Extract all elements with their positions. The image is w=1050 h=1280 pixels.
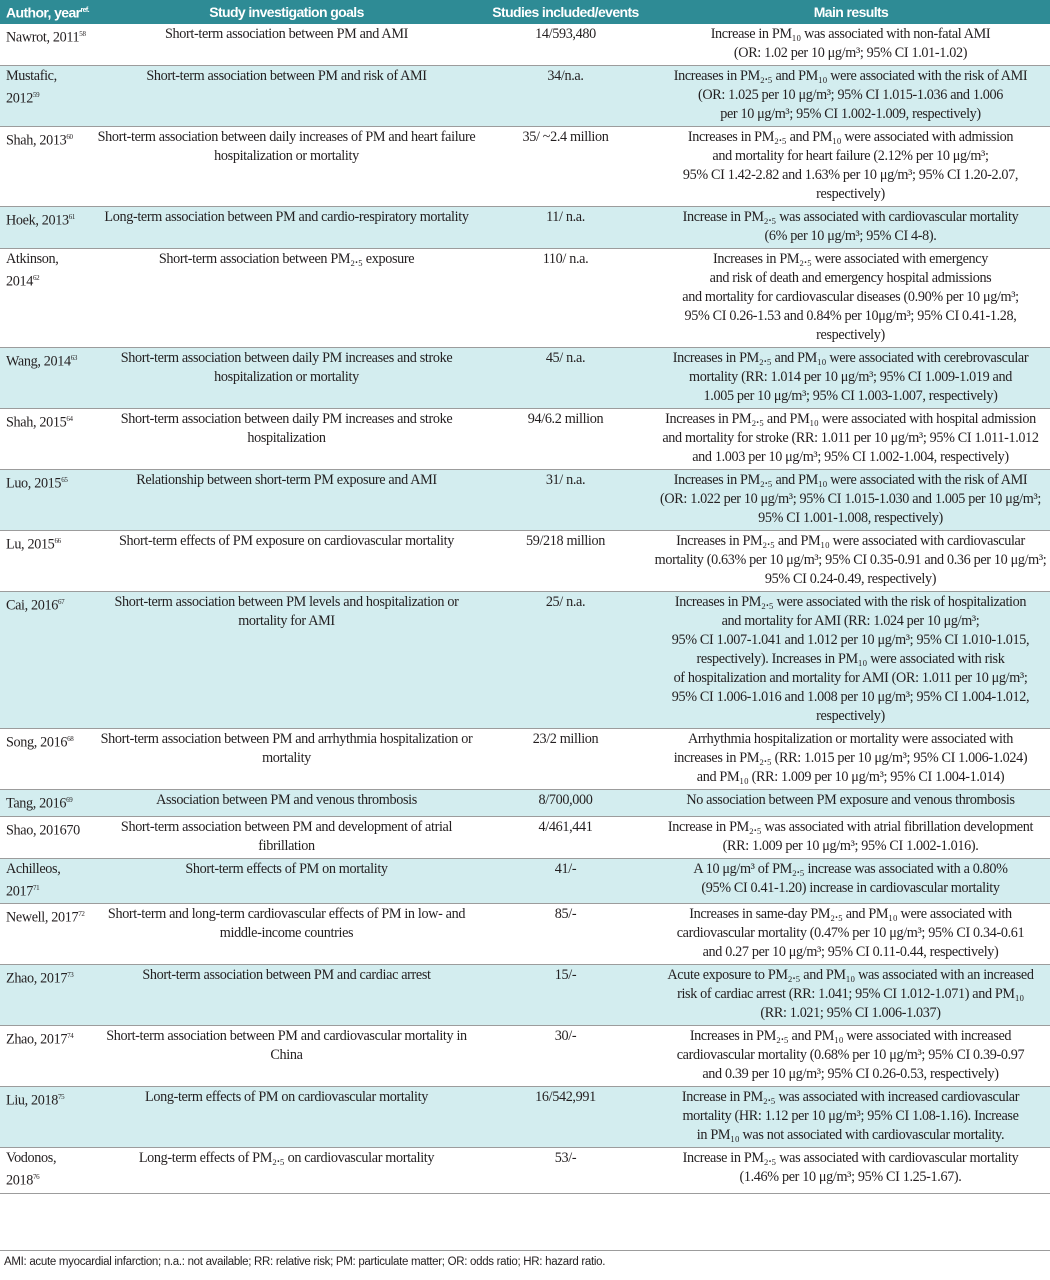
reference-number: 61: [68, 213, 76, 221]
result-line: Increases in PM₂.₅ and PM₁₀ were associated with hospital admission: [665, 411, 1036, 427]
author-cell: Lu, 2015$^{66}$: [6, 536, 61, 553]
result-line: cardiovascular mortality (0.47% per 10 μg/m³; 95% CI 0.34-0.61: [676, 925, 1025, 942]
studies-cell: 59/218 million: [525, 533, 606, 549]
table-row: [0, 816, 1050, 858]
result-line: 95% CI 1.006-1.016 and 1.008 per 10 μg/m³; 95% CI 1.004-1.012,: [671, 689, 1030, 705]
table-row: [0, 249, 1050, 348]
result-line: (RR: 1.021; 95% CI 1.006-1.037): [760, 1005, 941, 1022]
studies-cell: 35/ ~2.4 million: [522, 129, 609, 145]
result-line: Increase in PM₂.₅ was associated with increased cardiovascular: [681, 1089, 1020, 1106]
header-goals: Study investigation goals: [94, 0, 479, 24]
result-line: A 10 μg/m³ of PM₂.₅ increase was associated with a 0.80%: [693, 860, 1008, 877]
author-cell: Atkinson, 2014$^{62}$: [6, 251, 59, 290]
result-line: of hospitalization and mortality for AMI (OR: 1.011 per 10 μg/m³;: [673, 670, 1028, 686]
result-line: and 0.39 per 10 μg/m³; 95% CI 0.26-0.53, respectively): [702, 1066, 999, 1083]
author-cell: Luo, 2015$^{65}$: [6, 475, 68, 492]
result-line: Increases in same-day PM₂.₅ and PM₁₀ were associated with: [689, 906, 1012, 923]
result-line: per 10 μg/m³; 95% CI 1.002-1.009, respectively): [720, 106, 981, 122]
studies-cell: 31/ n.a.: [545, 472, 586, 488]
reference-number: 75: [58, 1093, 65, 1102]
result-line: Increase in PM₁₀ was associated with non-fatal AMI: [710, 26, 991, 42]
result-line: and mortality for AMI (RR: 1.024 per 10 μg/m³;: [721, 613, 980, 629]
results-cell: [652, 1026, 1050, 1087]
result-line: respectively): [816, 708, 885, 724]
author-cell: Song, 2016$^{68}$: [6, 734, 74, 751]
table-row: [0, 729, 1050, 790]
result-line: Increase in PM₂.₅ was associated with cardiovascular mortality: [682, 209, 1019, 225]
author-cell: Tang, 2016$^{69}$: [6, 795, 73, 812]
result-line: and 1.003 per 10 μg/m³; 95% CI 1.002-1.004, respectively): [692, 449, 1009, 465]
result-line: Increases in PM₂.₅ and PM₁₀ were associated with the risk of AMI: [673, 68, 1028, 84]
table-row: [0, 592, 1050, 729]
goal-cell: Short-term effects of PM on mortality: [185, 860, 388, 877]
footer-rule: [0, 1250, 1050, 1251]
result-line: No association between PM exposure and venous thrombosis: [686, 792, 1015, 808]
goal-cell: Short-term association between daily increases of PM and heart failure hospitalization or mortality: [97, 129, 476, 164]
author-cell: Cai, 2016$^{67}$: [6, 597, 65, 614]
reference-number: 67: [58, 598, 65, 606]
result-line: (95% CI 0.41-1.20) increase in cardiovascular mortality: [701, 879, 1000, 896]
author-cell: Liu, 2018$^{75}$: [6, 1093, 65, 1110]
result-line: (OR: 1.025 per 10 μg/m³; 95% CI 1.015-1.036 and 1.006: [697, 87, 1003, 103]
results-cell: [652, 24, 1050, 66]
result-line: risk of cardiac arrest (RR: 1.041; 95% CI 1.012-1.071) and PM₁₀: [677, 986, 1024, 1003]
header-studies: Studies included/events: [479, 0, 652, 24]
table-row: [0, 470, 1050, 531]
studies-cell: 45/ n.a.: [545, 350, 586, 366]
result-line: and mortality for heart failure (2.12% per 10 μg/m³;: [712, 148, 989, 164]
result-line: 95% CI 0.24-0.49, respectively): [764, 571, 937, 587]
results-cell: [652, 470, 1050, 531]
table-row: [0, 1026, 1050, 1087]
reference-number: 76: [32, 1173, 40, 1182]
goal-cell: Association between PM and venous thrombosis: [156, 792, 417, 808]
results-cell: [652, 904, 1050, 965]
studies-cell: 30/-: [554, 1028, 577, 1045]
results-cell: [652, 127, 1050, 207]
results-cell: [652, 729, 1050, 790]
result-line: 95% CI 1.42-2.82 and 1.63% per 10 μg/m³; 95% CI 1.20-2.07, respectively): [682, 167, 1019, 202]
results-cell: [652, 790, 1050, 817]
studies-cell: 23/2 million: [532, 731, 599, 747]
goal-cell: Long-term association between PM and cardio-respiratory mortality: [104, 209, 469, 225]
goal-cell: Short-term association between daily PM increases and stroke hospitalization: [120, 411, 453, 446]
table-body: [0, 24, 1050, 1194]
table-row: [0, 965, 1050, 1026]
studies-cell: 110/ n.a.: [542, 251, 589, 267]
author-cell: Shah, 2013$^{60}$: [6, 132, 73, 149]
result-line: Increase in PM₂.₅ was associated with cardiovascular mortality: [682, 1150, 1019, 1167]
table-row: [0, 24, 1050, 66]
result-line: Increases in PM₂.₅ and PM₁₀ were associated with admission: [687, 129, 1014, 145]
result-line: respectively). Increases in PM₁₀ were associated with risk: [696, 651, 1005, 667]
result-line: (1.46% per 10 μg/m³; 95% CI 1.25-1.67).: [739, 1169, 962, 1186]
results-cell: [652, 816, 1050, 858]
table-row: [0, 1087, 1050, 1148]
studies-cell: 94/6.2 million: [527, 411, 604, 427]
goal-cell: Short-term association between PM and cardiac arrest: [142, 967, 431, 984]
reference-number: 64: [66, 415, 73, 423]
result-line: mortality (HR: 1.12 per 10 μg/m³; 95% CI 1.08-1.16). Increase: [682, 1108, 1019, 1125]
goal-cell: Short-term and long-term cardiovascular effects of PM in low- and middle-income countries: [107, 906, 466, 942]
results-cell: [652, 592, 1050, 729]
author-cell: Newell, 2017$^{72}$: [6, 910, 85, 927]
author-cell: Zhao, 2017$^{74}$: [6, 1032, 74, 1049]
reference-number: 72: [78, 910, 85, 919]
results-cell: [652, 1087, 1050, 1148]
studies-cell: 25/ n.a.: [545, 594, 586, 610]
result-line: Increases in PM₂.₅ and PM₁₀ were associated with the risk of AMI: [673, 472, 1028, 488]
reference-number: 58: [79, 30, 86, 38]
goal-cell: Short-term association between PM and arrhythmia hospitalization or mortality: [100, 731, 473, 766]
result-line: Increases in PM₂.₅ were associated with the risk of hospitalization: [674, 594, 1027, 610]
goal-cell: Short-term association between daily PM increases and stroke hospitalization or mortality: [120, 350, 453, 385]
result-line: 95% CI 0.26-1.53 and 0.84% per 10μg/m³; 95% CI 0.41-1.28, respectively): [684, 308, 1017, 343]
reference-number: 62: [32, 274, 40, 282]
footnote: AMI: acute myocardial infarction; n.a.: not available; RR: relative risk; PM: particulate matter; OR: odds ratio; HR: hazard ratio.: [4, 1256, 606, 1268]
result-line: 95% CI 1.007-1.041 and 1.012 per 10 μg/m³; 95% CI 1.010-1.015,: [671, 632, 1030, 648]
reference-number: 68: [67, 735, 74, 743]
result-line: in PM₁₀ was not associated with cardiovascular mortality.: [696, 1127, 1005, 1144]
reference-number: 69: [66, 796, 73, 804]
reference-number: 65: [61, 476, 68, 484]
goal-cell: Short-term association between PM and cardiovascular mortality in China: [106, 1028, 467, 1064]
result-line: (OR: 1.02 per 10 μg/m³; 95% CI 1.01-1.02): [733, 45, 968, 61]
table-row: [0, 904, 1050, 965]
result-line: and PM₁₀ (RR: 1.009 per 10 μg/m³; 95% CI 1.004-1.014): [696, 769, 1005, 785]
result-line: and mortality for stroke (RR: 1.011 per 10 μg/m³; 95% CI 1.011-1.012: [662, 430, 1039, 446]
result-line: and risk of death and emergency hospital admissions: [709, 270, 992, 286]
author-cell: Hoek, 2013$^{61}$: [6, 212, 76, 229]
author-cell: Nawrot, 2011$^{58}$: [6, 29, 86, 46]
studies-cell: 8/700,000: [538, 792, 593, 808]
result-line: Increase in PM₂.₅ was associated with atrial fibrillation development: [667, 818, 1034, 835]
result-line: mortality (0.63% per 10 μg/m³; 95% CI 0.35-0.91 and 0.36 per 10 μg/m³;: [654, 552, 1047, 568]
result-line: cardiovascular mortality (0.68% per 10 μg/m³; 95% CI 0.39-0.97: [676, 1047, 1025, 1064]
reference-number: 60: [66, 133, 73, 141]
goal-cell: Long-term effects of PM₂.₅ on cardiovascular mortality: [138, 1150, 435, 1167]
reference-number: 73: [67, 971, 74, 980]
result-line: Increases in PM₂.₅ and PM₁₀ were associated with cerebrovascular: [672, 350, 1029, 366]
goal-cell: Relationship between short-term PM exposure and AMI: [136, 472, 437, 488]
studies-cell: 16/542,991: [535, 1089, 596, 1106]
results-cell: [652, 348, 1050, 409]
goal-cell: Short-term association between PM and AMI: [165, 26, 408, 42]
table-row: [0, 127, 1050, 207]
results-cell: [652, 249, 1050, 348]
header-author: Author, year$^{ref.}$: [0, 0, 94, 24]
reference-number: 71: [32, 883, 40, 892]
table-row: [0, 409, 1050, 470]
studies-cell: 85/-: [554, 906, 577, 923]
result-line: Increases in PM₂.₅ were associated with emergency: [713, 251, 988, 267]
result-line: (6% per 10 μg/m³; 95% CI 4-8).: [764, 228, 937, 244]
result-line: and mortality for cardiovascular diseases (0.90% per 10 μg/m³;: [682, 289, 1019, 305]
results-cell: [652, 965, 1050, 1026]
result-line: (OR: 1.022 per 10 μg/m³; 95% CI 1.015-1.030 and 1.005 per 10 μg/m³;: [660, 491, 1041, 507]
author-cell: Zhao, 2017$^{73}$: [6, 971, 74, 988]
studies-cell: 15/-: [554, 967, 577, 984]
result-line: Increases in PM₂.₅ and PM₁₀ were associated with cardiovascular: [676, 533, 1025, 549]
studies-cell: 34/n.a.: [547, 68, 584, 84]
goal-cell: Short-term association between PM₂.₅ exposure: [158, 251, 415, 267]
studies-cell: 4/461,441: [538, 818, 593, 835]
reference-number: 74: [67, 1032, 74, 1041]
studies-cell: 41/-: [554, 860, 577, 877]
reference-number: 59: [32, 91, 40, 99]
table-row: [0, 207, 1050, 249]
results-cell: [652, 66, 1050, 127]
result-line: (RR: 1.009 per 10 μg/m³; 95% CI 1.002-1.016).: [722, 837, 979, 854]
result-line: 95% CI 1.001-1.008, respectively): [758, 510, 943, 526]
table-row: [0, 1148, 1050, 1194]
results-cell: [652, 207, 1050, 249]
result-line: Increases in PM₂.₅ and PM₁₀ were associated with increased: [689, 1028, 1012, 1045]
goal-cell: Short-term association between PM and risk of AMI: [146, 68, 427, 84]
studies-cell: 11/ n.a.: [546, 209, 585, 225]
author-cell: Mustafic, 2012$^{59}$: [6, 68, 57, 107]
results-cell: [652, 409, 1050, 470]
goal-cell: Short-term association between PM levels and hospitalization or mortality for AMI: [114, 594, 459, 629]
goal-cell: Short-term association between PM and development of atrial fibrillation: [120, 818, 453, 854]
table-row: [0, 348, 1050, 409]
goal-cell: Short-term effects of PM exposure on cardiovascular mortality: [119, 533, 454, 549]
goal-cell: Long-term effects of PM on cardiovascular mortality: [145, 1089, 428, 1106]
header-row: [0, 0, 1050, 24]
results-cell: [652, 1148, 1050, 1194]
result-line: mortality (RR: 1.014 per 10 μg/m³; 95% CI 1.009-1.019 and: [689, 369, 1012, 385]
result-line: Acute exposure to PM₂.₅ and PM₁₀ was associated with an increased: [667, 967, 1034, 984]
header-results: Main results: [652, 0, 1050, 24]
result-line: 1.005 per 10 μg/m³; 95% CI 1.003-1.007, respectively): [703, 388, 998, 404]
author-cell: Vodonos, 2018$^{76}$: [6, 1150, 57, 1190]
results-cell: [652, 531, 1050, 592]
studies-cell: 53/-: [554, 1150, 577, 1167]
reference-number: 66: [54, 537, 61, 545]
table-row: [0, 66, 1050, 127]
author-cell: Achilleos, 2017$^{71}$: [6, 860, 61, 900]
author-cell: Wang, 2014$^{63}$: [6, 353, 78, 370]
table-row: [0, 858, 1050, 904]
result-line: and 0.27 per 10 μg/m³; 95% CI 0.11-0.44, respectively): [702, 944, 999, 961]
author-cell: Shao, 201670: [6, 822, 80, 839]
result-line: increases in PM₂.₅ (RR: 1.015 per 10 μg/m³; 95% CI 1.006-1.024): [673, 750, 1028, 766]
table-row: [0, 790, 1050, 817]
result-line: Arrhythmia hospitalization or mortality were associated with: [688, 731, 1013, 747]
reference-number: 63: [70, 354, 78, 362]
author-cell: Shah, 2015$^{64}$: [6, 414, 73, 431]
studies-cell: 14/593,480: [535, 26, 596, 42]
table-row: [0, 531, 1050, 592]
results-cell: [652, 858, 1050, 904]
